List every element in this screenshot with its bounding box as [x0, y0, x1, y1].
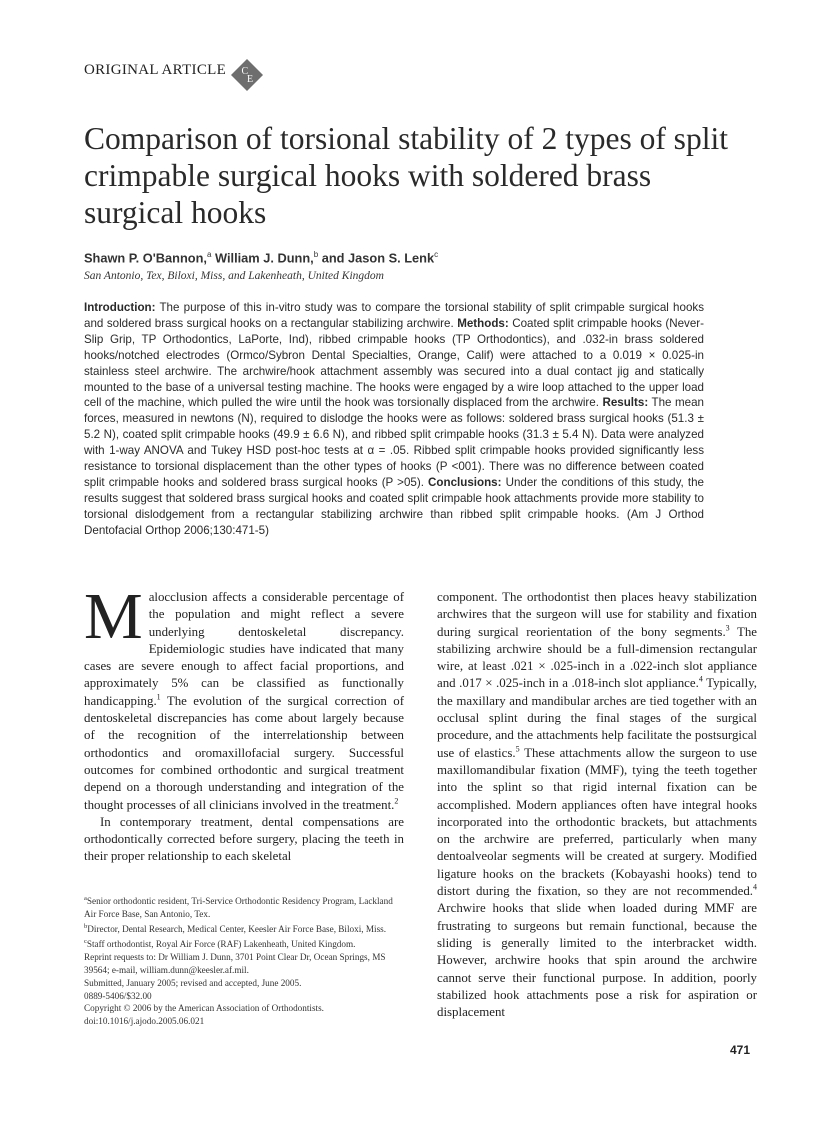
- author-mark: a: [206, 250, 212, 259]
- abstract-label-introduction: Introduction:: [84, 301, 156, 314]
- footnote: [84, 921, 404, 936]
- citation-ref: 4: [698, 675, 703, 685]
- article-title: Comparison of torsional stability of 2 types of split crimpable surgical hooks with soldered brass surgical hooks: [84, 121, 728, 230]
- body-text: alocclusion affects a considerable percentage of the population and might reflect a severe underlying dentoskeletal discrepancy. Epidemiologic studies have indicated that many cases are severe enough to affect facial proportions, and approximately 5% can be classified as functionally handicapping.: [84, 590, 404, 708]
- ce-badge-icon: [230, 58, 264, 92]
- section-label: ORIGINAL ARTICLE: [84, 62, 227, 78]
- author-mark: c: [434, 250, 439, 259]
- abstract-conclusions: Under the conditions of this study, the results suggest that soldered brass surgical hooks and coated split crimpable hook attachments provide more stability to torsional dislodgement from a rectangular stabilizing archwire than ribbed split crimpable hooks. (Am J Orthod Dentofacial Orthop 2006;130:471-5): [84, 475, 704, 537]
- author-name: William J. Dunn,: [211, 250, 314, 266]
- abstract-methods: Coated split crimpable hooks (Never-Slip Grip, TP Orthodontics, LaPorte, Ind), ribbed crimpable hooks (TP Orthodontics), and .032-in brass soldered hooks/notched electrodes (Ormco/Sybron Dental Specialties, Orange, Calif) were attached to a 0.019 × 0.025-in stainless steel archwire. The archwire/hook attachment assembly was secured into a dual contact jig and statically mounted to the base of a universal testing machine. The hooks were engaged by a wire loop attached to the upper load cell of the machine, which pulled the wire until the hook was torsionally displaced from the archwire.: [84, 316, 705, 410]
- body-text: component. The orthodontist then places heavy stabilization archwires that the surgeon will use for stability and fixation during surgical reorientation of the bony segments.: [437, 590, 757, 639]
- footnote-text: Senior orthodontic resident, Tri-Service Orthodontic Residency Program, Lackland Air Force Base, San Antonio, Tex.: [84, 896, 393, 919]
- citation-ref: 1: [156, 692, 161, 702]
- body-paragraph: [84, 580, 404, 814]
- body-text: These attachments allow the surgeon to use maxillomandibular fixation (MMF), tying the teeth together into the splint so that rigid internal fixation can be accomplished. Modern appliances often have integral hooks incorporated into the orthodontic brackets, but attachments on the archwire are preferred, particularly when many dentoalveolar segments will be created at surgery. Modified ligature hooks on the brackets (Kobayashi hooks) tend to distort during the fixation, so they are not recommended.: [437, 745, 757, 899]
- copyright: Copyright © 2006 by the American Association of Orthodontists.: [84, 1003, 324, 1014]
- citation-ref: 3: [725, 623, 730, 633]
- footnote-mark: a: [84, 895, 87, 902]
- footnote-mark: c: [84, 937, 87, 945]
- abstract-label-conclusions: Conclusions:: [428, 475, 502, 489]
- citation-ref: 4: [753, 882, 757, 892]
- body-text: Archwire hooks that slide when loaded during MMF are frustrating to surgeons but remain functional, because the sliding is generally limited to the interbracket width. However, archwire hooks that spin around the archwire cannot serve their functional purpose. In addition, poorly stabilized hook attachments pose a risk for aspiration or displacement: [437, 901, 757, 1020]
- issn: 0889-5406/$32.00: [84, 990, 152, 1001]
- body-paragraph: [437, 589, 757, 1021]
- abstract-label-results: Results:: [602, 396, 649, 410]
- abstract: [84, 300, 704, 539]
- submission-dates: Submitted, January 2005; revised and accepted, June 2005.: [84, 977, 302, 988]
- body-text: The stabilizing archwire should be a full-dimension rectangular wire, at least .021 × .025-inch in a .022-inch slot appliance and .017 × .025-inch in a .018-inch slot appliance.: [437, 624, 757, 691]
- article-header: [84, 62, 264, 92]
- abstract-introduction: The purpose of this in-vitro study was to compare the torsional stability of split crimpable surgical hooks and soldered brass surgical hooks on a rectangular stabilizing archwire.: [84, 301, 704, 330]
- body-column-left: [84, 580, 404, 866]
- doi: doi:10.1016/j.ajodo.2005.06.021: [84, 1016, 205, 1027]
- body-text: The evolution of the surgical correction of dentoskeletal discrepancies has come about largely because of the recognition of the interrelationship between orthodontics and oromaxillofacial surgery. Successful outcomes for combined orthodontic and surgical treatment depend on a thorough understanding and integration of the thought processes of all clinicians involved in the treatment.: [84, 693, 404, 812]
- body-text: Typically, the maxillary and mandibular arches are tied together with an occlusal splint during the final stages of the surgical procedure, and the attachments help facilitate the postsurgical use of elastics.: [437, 676, 757, 760]
- drop-cap: M: [84, 580, 143, 653]
- page-number: 471: [730, 1043, 751, 1057]
- body-paragraph: In contemporary treatment, dental compensations are orthodontically corrected before surgery, placing the teeth in their proper relationship to each skeletal: [84, 814, 404, 864]
- body-column-right: [437, 589, 757, 1021]
- author-name: and Jason S. Lenk: [318, 250, 435, 266]
- footnote: [84, 893, 404, 921]
- footnote-text: Director, Dental Research, Medical Center, Keesler Air Force Base, Biloxi, Miss.: [87, 923, 387, 934]
- author-mark: b: [313, 250, 319, 259]
- citation-ref: 5: [515, 744, 520, 754]
- affiliation-line: San Antonio, Tex, Biloxi, Miss, and Lakenheath, United Kingdom: [84, 270, 384, 282]
- author-name: Shawn P. O'Bannon,: [84, 250, 207, 266]
- reprint-requests: Reprint requests to: Dr William J. Dunn, 3701 Point Clear Dr, Ocean Springs, MS 39564; e-mail, william.dunn@keesler.af.mil.: [84, 951, 386, 975]
- abstract-label-methods: Methods:: [457, 316, 509, 330]
- svg-text:E: E: [247, 74, 254, 85]
- footnote: [84, 936, 404, 951]
- author-list: [84, 250, 438, 265]
- svg-text:C: C: [241, 66, 249, 77]
- footnote-mark: b: [84, 922, 88, 930]
- citation-ref: 2: [394, 796, 399, 806]
- abstract-results: The mean forces, measured in newtons (N), required to dislodge the hooks were as follows: soldered brass surgical hooks (51.3 ± 5.2 N), coated split crimpable hooks (49.9 ± 6.6 N), and ribbed split crimpable hooks (31.3 ± 5.4 N). Data were analyzed with 1-way ANOVA and Tukey HSD post-hoc tests at α = .05. Ribbed split crimpable hooks provided significantly less resistance to torsional displacement than the other types of hooks (P <001). There was no difference between coated split crimpable hooks and soldered brass surgical hooks (P >05).: [84, 396, 704, 489]
- footnote-text: Staff orthodontist, Royal Air Force (RAF) Lakenheath, United Kingdom.: [86, 938, 356, 949]
- footnotes: [84, 893, 404, 1028]
